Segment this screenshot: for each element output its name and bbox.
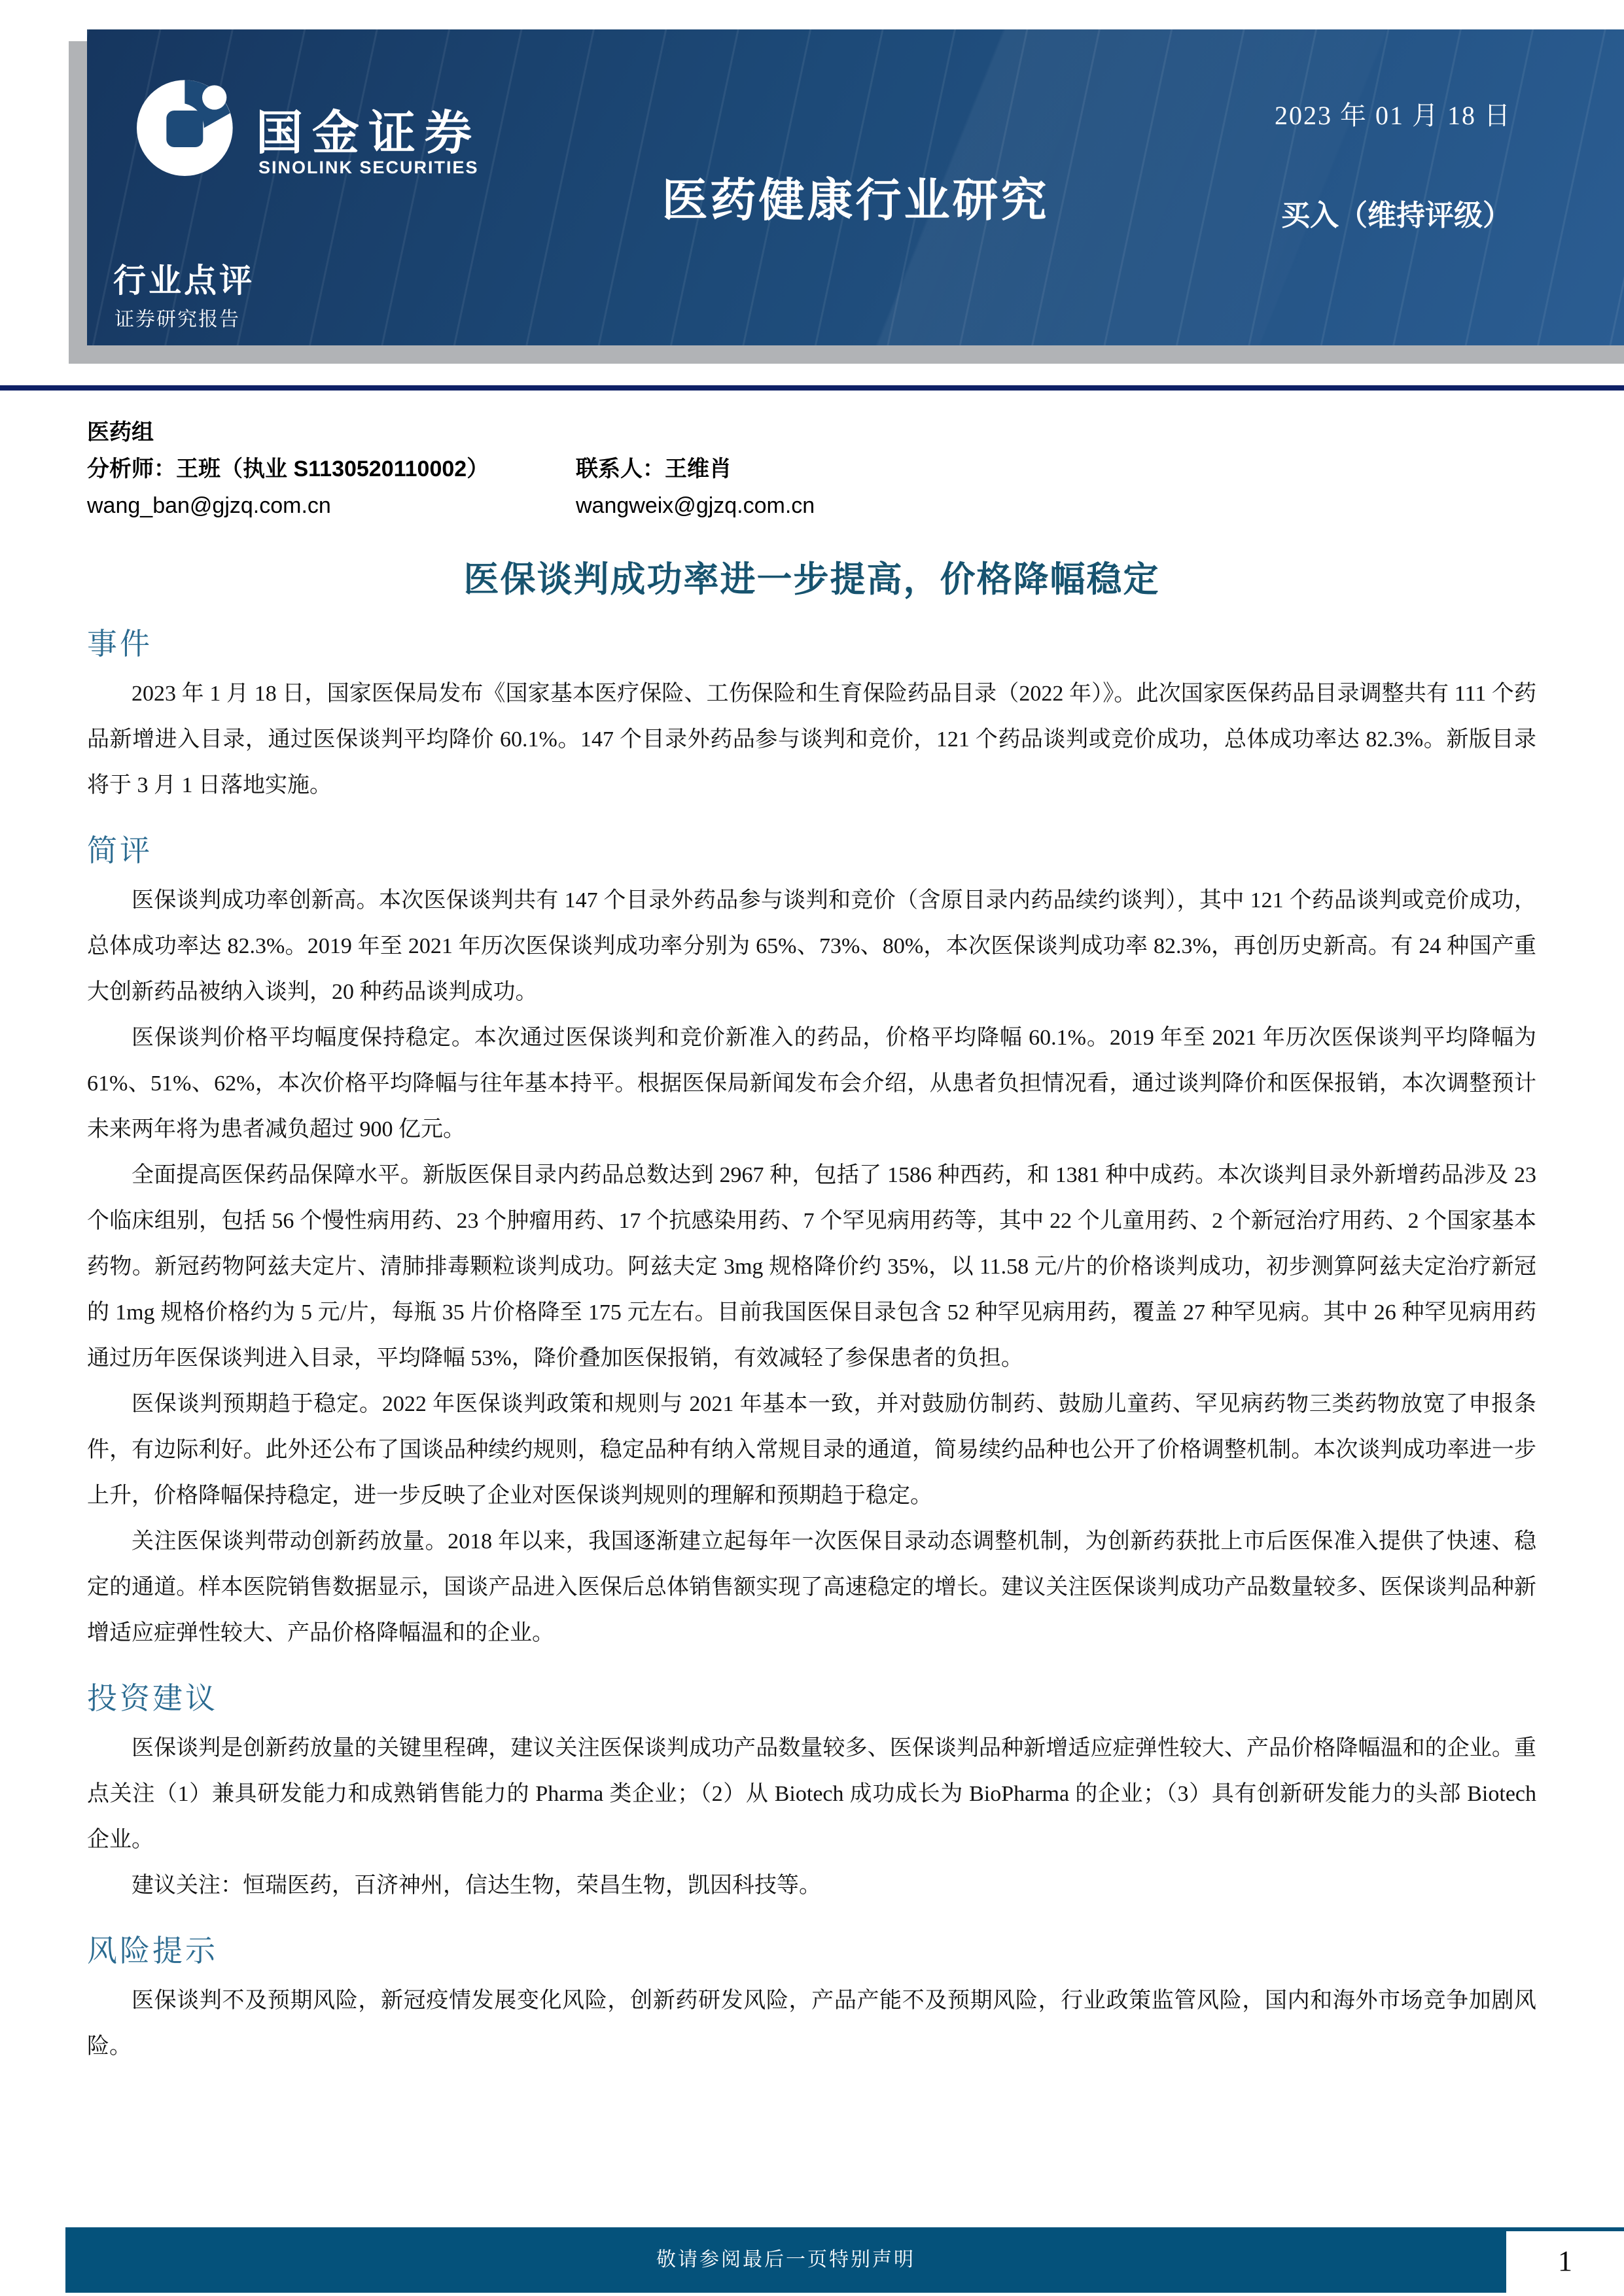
analyst-row — [87, 451, 1536, 487]
paragraph: 医保谈判是创新药放量的关键里程碑，建议关注医保谈判成功产品数量较多、医保谈判品种新增适应症弹性较大、产品价格降幅温和的企业。重点关注（1）兼具研发能力和成熟销售能力的 Pharma 类企业；（2）从 Biotech 成功成长为 BioPharma 的企业；（3）具有创新研发能力的头部 Biotech 企业。 — [87, 1736, 1536, 1852]
email-row — [87, 487, 1536, 524]
report-date: 2023 年 01 月 18 日 — [1275, 101, 1511, 130]
section-heading-event: 事件 — [87, 627, 152, 661]
team-group: 医药组 — [87, 420, 154, 445]
paragraph: 2023 年 1 月 18 日，国家医保局发布《国家基本医疗保险、工伤保险和生育保险药品目录（2022 年）》。此次国家医保药品目录调整共有 111 个药品新增进入目录，通过医保谈判平均降价 60.1%。147 个目录外药品参与谈判和竞价，121 个药品谈判或竞价成功，总体成功率达 82.3%。新版目录将于 3 月 1 日落地实施。 — [87, 682, 1536, 797]
report-type-title: 医药健康行业研究 — [662, 175, 1050, 226]
page-number: 1 — [1558, 2245, 1572, 2277]
section-heading-investment-advice: 投资建议 — [87, 1681, 218, 1715]
section-heading-risk: 风险提示 — [87, 1934, 218, 1968]
page-title: 医保谈判成功率进一步提高，价格降幅稳定 — [463, 560, 1160, 599]
brand-name-en: SINOLINK SECURITIES — [258, 158, 479, 177]
report-content — [87, 414, 1536, 2070]
footer-disclaimer: 敬请参阅最后一页特别声明 — [656, 2249, 915, 2270]
paragraph: 医保谈判成功率创新高。本次医保谈判共有 147 个目录外药品参与谈判和竞价（含原目录内药品续约谈判），其中 121 个药品谈判或竞价成功，总体成功率达 82.3%。2019 年至 2021 年历次医保谈判成功率分别为 65%、73%、80%，本次医保谈判成功率 82.3%，再创历史新高。有 24 种国产重大创新药品被纳入谈判，20 种药品谈判成功。 — [87, 888, 1536, 1004]
section-heading-comment: 简评 — [87, 833, 152, 867]
paragraph: 全面提高医保药品保障水平。新版医保目录内药品总数达到 2967 种，包括了 1586 种西药，和 1381 种中成药。本次谈判目录外新增药品涉及 23 个临床组别，包括 56 个慢性病用药、23 个肿瘤用药、17 个抗感染用药、7 个罕见病用药等，其中 22 个儿童用药、2 个新冠治疗用药、2 个国家基本药物。新冠药物阿兹夫定片、清肺排毒颗粒谈判成功。阿兹夫定 3mg 规格降价约 35%，以 11.58 元/片的价格谈判成功，初步测算阿兹夫定治疗新冠的 1mg 规格价格约为 5 元/片，每瓶 35 片价格降至 175 元左右。目前我国医保目录包含 52 种罕见病用药，覆盖 27 种罕见病。其中 26 种罕见病用药通过历年医保谈判进入目录，平均降幅 53%，降价叠加医保报销，有效减轻了参保患者的负担。 — [87, 1163, 1536, 1370]
paragraph: 医保谈判价格平均幅度保持稳定。本次通过医保谈判和竞价新准入的药品，价格平均降幅 60.1%。2019 年至 2021 年历次医保谈判平均降幅为 61%、51%、62%，本次价格平均降幅与往年基本持平。根据医保局新闻发布会介绍，从患者负担情况看，通过谈判降价和医保报销，本次调整预计未来两年将为患者减负超过 900 亿元。 — [87, 1026, 1536, 1141]
analyst-block — [87, 414, 1536, 524]
contact-email: wangweix@gjzq.com.cn — [576, 493, 815, 518]
analyst-email: wang_ban@gjzq.com.cn — [87, 493, 331, 518]
report-category: 行业点评 — [113, 262, 255, 299]
paragraph: 建议关注：恒瑞医药，百济神州，信达生物，荣昌生物，凯因科技等。 — [132, 1873, 821, 1898]
footer-bar — [65, 2227, 1624, 2293]
banner — [87, 29, 1624, 345]
paragraph: 关注医保谈判带动创新药放量。2018 年以来，我国逐渐建立起每年一次医保目录动态调整机制，为创新药获批上市后医保准入提供了快速、稳定的通道。样本医院销售数据显示，国谈产品进入医保后总体销售额实现了高速稳定的增长。建议关注医保谈判成功产品数量较多、医保谈判品种新增适应症弹性较大、产品价格降幅温和的企业。 — [87, 1529, 1536, 1645]
header-divider — [0, 385, 1624, 391]
analyst-name: 分析师：王班（执业 S1130520110002） — [87, 457, 489, 481]
page-number-box — [1506, 2231, 1624, 2296]
contact-name: 联系人：王维肖 — [576, 457, 732, 481]
report-subcategory: 证券研究报告 — [115, 309, 240, 330]
paragraph: 医保谈判不及预期风险，新冠疫情发展变化风险，创新药研发风险，产品产能不及预期风险，行业政策监管风险，国内和海外市场竞争加剧风险。 — [87, 1989, 1536, 2059]
paragraph: 医保谈判预期趋于稳定。2022 年医保谈判政策和规则与 2021 年基本一致，并对鼓励仿制药、鼓励儿童药、罕见病药物三类药物放宽了申报条件，有边际利好。此外还公布了国谈品种续约规则，稳定品种有纳入常规目录的通道，简易续约品种也公开了价格调整机制。本次谈判成功率进一步上升，价格降幅保持稳定，进一步反映了企业对医保谈判规则的理解和预期趋于稳定。 — [87, 1392, 1536, 1508]
rating-badge: 买入（维持评级） — [1281, 200, 1511, 232]
brand-name-cn: 国金证券 — [256, 107, 482, 160]
